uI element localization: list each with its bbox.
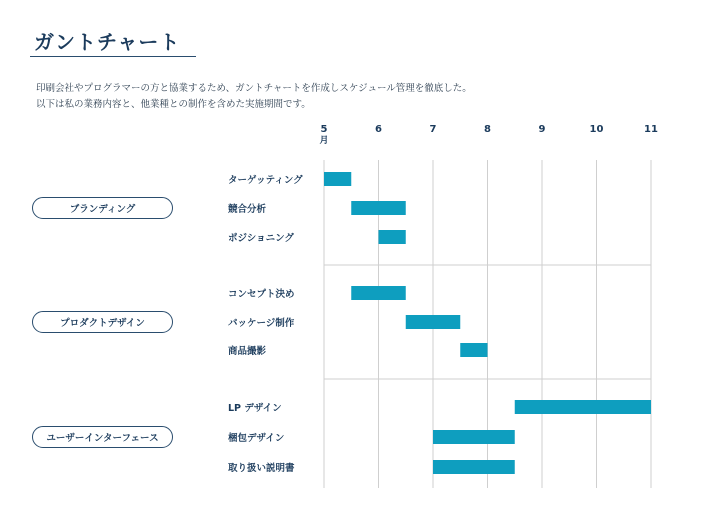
group-label: ブランディング	[32, 197, 173, 219]
task-label: 梱包デザイン	[228, 433, 285, 444]
group-label: ユーザーインターフェース	[32, 426, 173, 448]
task-label: 取り扱い説明書	[228, 463, 295, 474]
month-label-7: 7	[429, 124, 437, 135]
task-label: ポジショニング	[228, 233, 294, 244]
task-label: コンセプト決め	[228, 289, 295, 300]
description-line-2: 以下は私の業務内容と、他業種との制作を含めた実施期間です。	[36, 99, 311, 110]
task-bar	[351, 201, 406, 215]
task-bar	[433, 460, 515, 474]
month-label-5: 5	[320, 124, 328, 135]
month-label-11: 11	[644, 124, 658, 135]
month-label-6: 6	[375, 124, 382, 135]
task-label: パッケージ制作	[228, 318, 295, 329]
description-line-1: 印刷会社やプログラマーの方と協業するため、ガントチャートを作成しスケジュール管理を徹底した。	[36, 83, 472, 94]
task-label: 競合分析	[228, 204, 267, 215]
task-bar	[433, 430, 515, 444]
task-label: ターゲッティング	[228, 175, 303, 186]
task-bar	[515, 400, 651, 414]
task-bar	[406, 315, 461, 329]
page-title: ガントチャート	[34, 30, 181, 54]
group-label: プロダクトデザイン	[32, 311, 173, 333]
task-bar	[324, 172, 351, 186]
month-label-10: 10	[589, 124, 604, 135]
task-label: LP デザイン	[228, 403, 282, 414]
task-bar	[460, 343, 487, 357]
month-label-8: 8	[484, 124, 491, 135]
task-bar	[351, 286, 406, 300]
task-bar	[379, 230, 406, 244]
month-unit-label: 月	[319, 136, 329, 146]
task-label: 商品撮影	[228, 346, 267, 357]
month-label-9: 9	[538, 124, 546, 135]
